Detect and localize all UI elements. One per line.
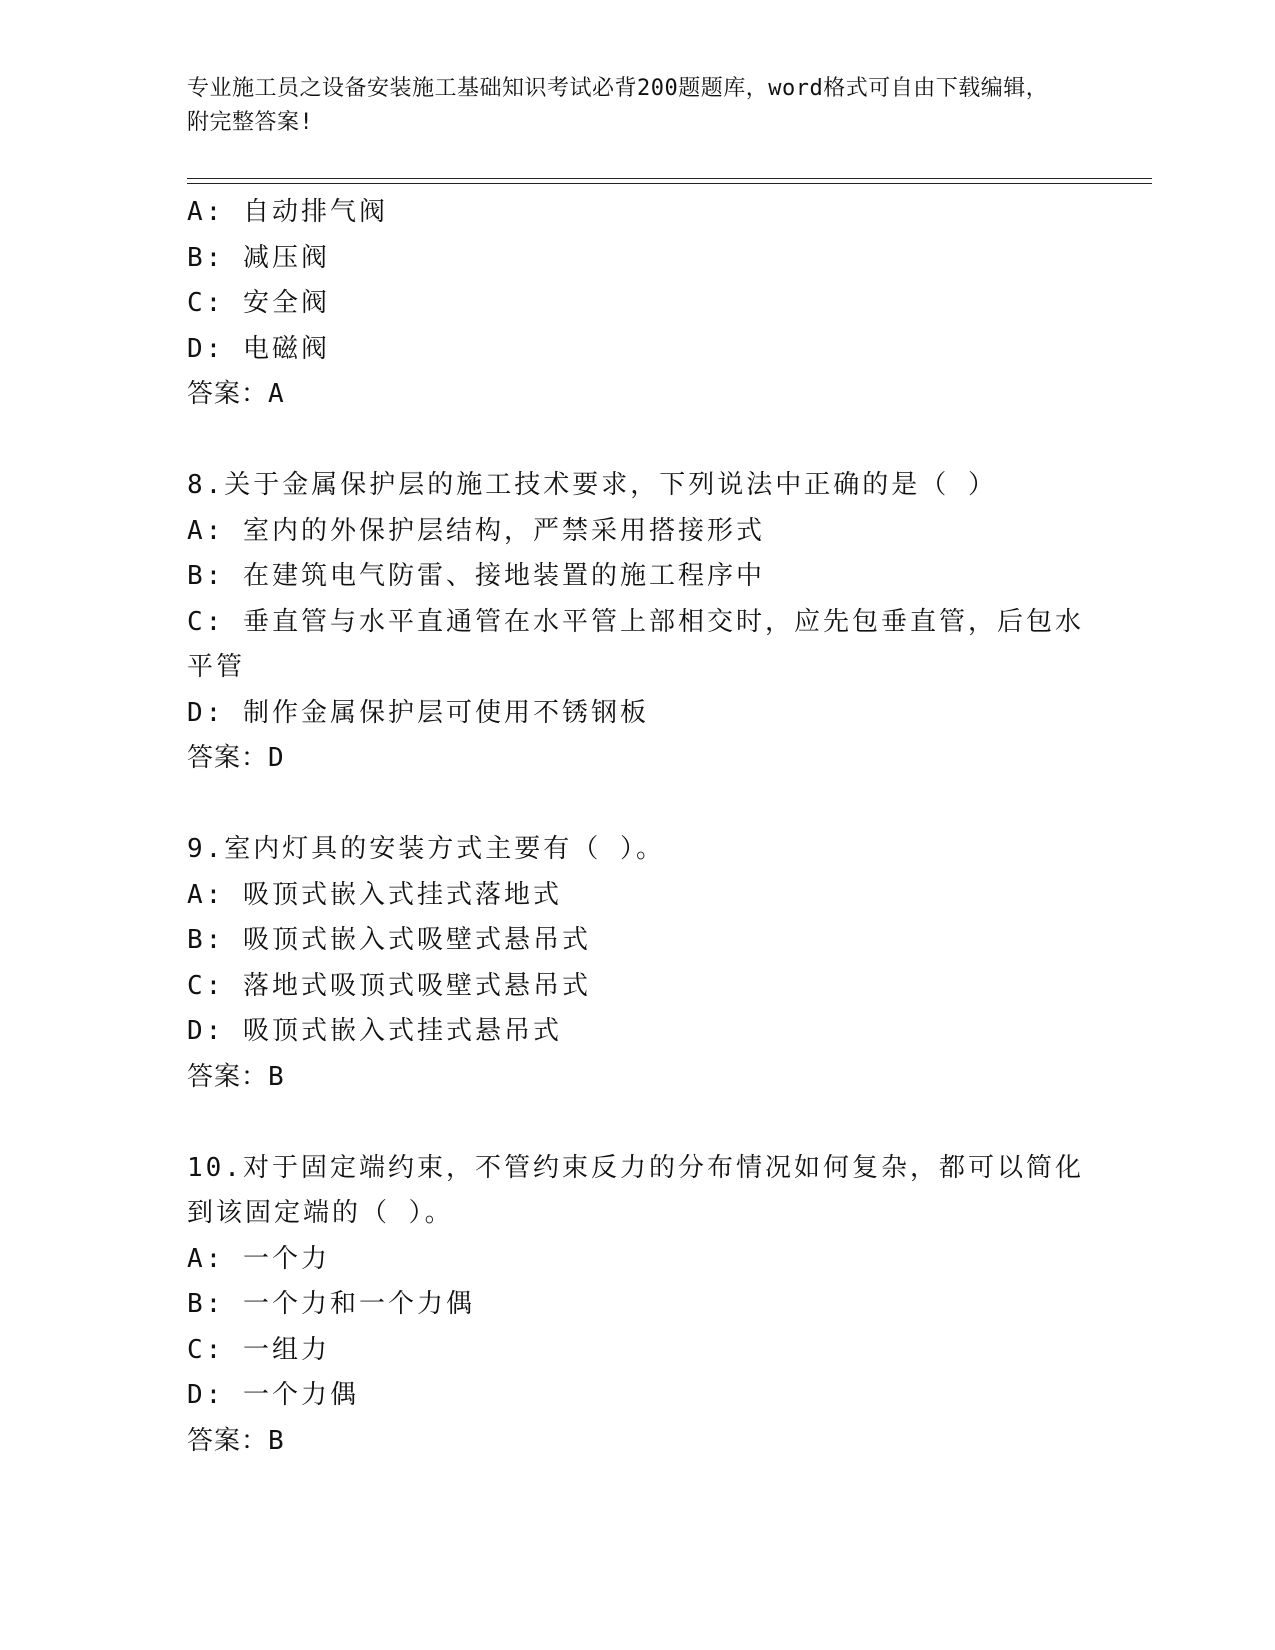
option-c: C: 一组力	[187, 1334, 330, 1365]
answer-line: 答案：A	[187, 379, 285, 409]
option-d: D: 制作金属保护层可使用不锈钢板	[187, 697, 649, 728]
question-text: 10.对于固定端约束，不管约束反力的分布情况如何复杂，都可以简化到该固定端的（ ）。	[187, 1152, 1084, 1228]
option-a: A: 一个力	[187, 1243, 330, 1274]
option-c: C: 安全阀	[187, 288, 330, 318]
question-block-8	[187, 463, 1087, 782]
question-text: 8.关于金属保护层的施工技术要求，下列说法中正确的是（ ）	[187, 470, 997, 500]
question-block-continued	[187, 190, 1087, 418]
question-list	[187, 190, 1087, 1464]
question-block-9	[187, 827, 1087, 1100]
answer-line: 答案：B	[187, 1425, 285, 1456]
option-b: B: 吸顶式嵌入式吸壁式悬吊式	[187, 925, 591, 955]
option-d: D: 吸顶式嵌入式挂式悬吊式	[187, 1016, 562, 1046]
option-a: A: 自动排气阀	[187, 197, 388, 227]
option-c: C: 垂直管与水平直通管在水平管上部相交时，应先包垂直管，后包水平管	[187, 606, 1084, 682]
option-d: D: 一个力偶	[187, 1380, 359, 1410]
header-rule-thick	[187, 178, 1152, 179]
question-block-10	[187, 1146, 1087, 1465]
option-b: B: 一个力和一个力偶	[187, 1289, 475, 1319]
question-text: 9.室内灯具的安装方式主要有（ ）。	[187, 834, 665, 864]
header-rule-thin	[187, 183, 1152, 184]
answer-line: 答案：D	[187, 743, 285, 773]
option-a: A: 室内的外保护层结构，严禁采用搭接形式	[187, 515, 765, 546]
option-b: B: 在建筑电气防雷、接地装置的施工程序中	[187, 561, 765, 591]
answer-line: 答案：B	[187, 1061, 285, 1092]
option-a: A: 吸顶式嵌入式挂式落地式	[187, 879, 562, 910]
option-d: D: 电磁阀	[187, 333, 330, 364]
option-b: B: 减压阀	[187, 242, 330, 273]
document-header: 专业施工员之设备安装施工基础知识考试必背200题题库，word格式可自由下载编辑，附完整答案!	[187, 76, 1049, 135]
option-c: C: 落地式吸顶式吸壁式悬吊式	[187, 970, 591, 1001]
